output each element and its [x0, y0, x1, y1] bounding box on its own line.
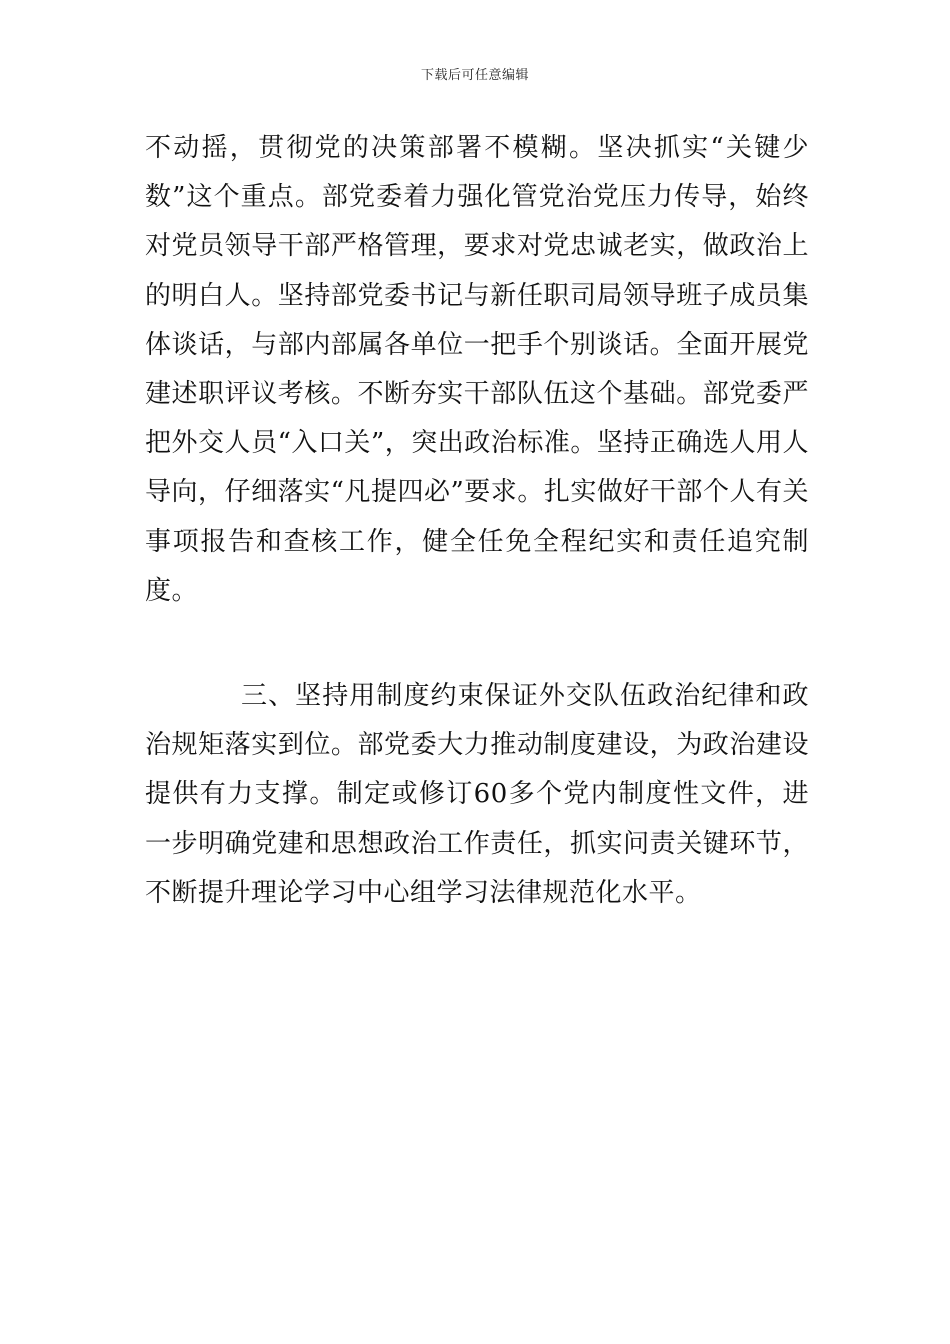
page-header: 下载后可任意编辑 [420, 68, 529, 83]
body-paragraph-1: 不动摇，贯彻党的决策部署不模糊。坚决抓实“关键少数”这个重点。部党委着力强化管党治党压力传导，始终对党员领导干部严格管理，要求对党忠诚老实，做政治上的明白人。坚持部党委书记与新任职司局领导班子成员集体谈话，与部内部属各单位一把手个别谈话。全面开展党建述职评议考核。不断夯实干部队伍这个基础。部党委严把外交人员“入口关”，突出政治标准。坚持正确选人用人导向，仔细落实“凡提四必”要求。扎实做好干部个人有关事项报告和查核工作，健全任免全程纪实和责任追究制度。 [145, 133, 809, 606]
body-paragraph-2: 三、坚持用制度约束保证外交队伍政治纪律和政治规矩落实到位。部党委大力推动制度建设，为政治建设提供有力支撑。制定或修订60多个党内制度性文件，进一步明确党建和思想政治工作责任，抓实问责关键环节，不断提升理论学习中心组学习法律规范化水平。 [145, 681, 809, 908]
